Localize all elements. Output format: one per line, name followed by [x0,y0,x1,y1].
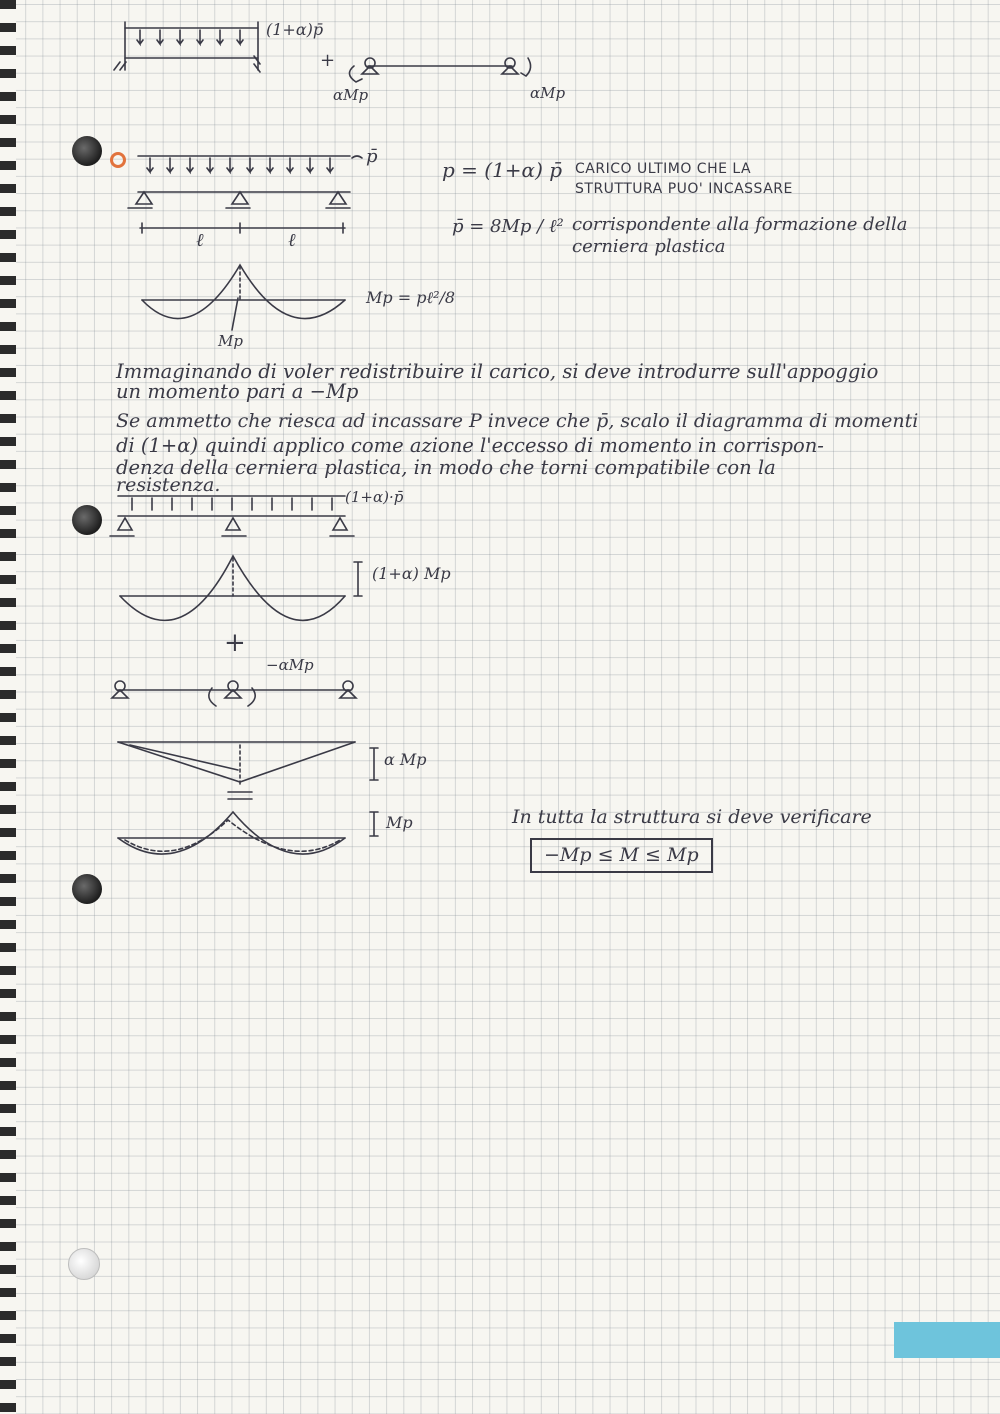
span-label-2: ℓ [288,230,296,251]
para1-line2: un momento pari a −Mp [116,380,359,403]
pbar-note-2: cerniera plastica [572,236,726,257]
para1-line1: Immaginando di voler redistribuire il carico, si deve introdurre sull'appoggio [116,360,879,383]
moment-diagram-3 [118,742,378,799]
para2-line3: denza della cerniera plastica, in modo che torni compatibile con la [116,456,776,479]
para2-line2: di (1+α) quindi applico come azione l'eccesso di momento in corrispon- [116,434,824,457]
top-simple-beam [349,58,530,82]
ultimate-load-formula: p = (1+α) p̄ [442,158,563,182]
load-label: p̄ [366,146,378,167]
mp-formula: Mp = pℓ²/8 [366,288,456,307]
verify-text: In tutta la struttura si deve verificare [512,806,872,828]
continuous-beam-loaded [128,156,362,233]
plus-sign: + [224,628,246,658]
plus-label: + [320,50,336,71]
pbar-note-1: corrispondente alla formazione della [572,214,908,235]
moment-label-left: αMp [333,86,369,104]
para2-line1: Se ammetto che riesca ad incassare P invece che p̄, scalo il diagramma di momenti [116,410,919,432]
beam-applied-moment [112,681,356,706]
top-fixed-beam [114,22,260,72]
moment-label-right: αMp [530,84,566,102]
moment-diagram-final [118,812,378,854]
moment-diagram-1 [142,265,345,330]
ultimate-load-note-2: STRUTTURA PUO' INCASSARE [575,181,793,197]
applied-moment-label: −αMp [266,656,314,674]
mp-peak-label: Mp [218,332,243,350]
ultimate-load-note-1: CARICO ULTIMO CHE LA [575,161,752,177]
moment-diagram-2 [120,556,362,620]
top-load-label: (1+α)p̄ [266,20,324,39]
pbar-formula: p̄ = 8Mp / ℓ² [452,216,564,237]
scale-mp-label: Mp [386,813,413,832]
para2-line4: resistenza. [116,474,221,496]
scale-amplified-label: (1+α) Mp [372,564,451,583]
inequality-box: −Mp ≤ M ≤ Mp [530,838,713,873]
span-label-1: ℓ [196,230,204,251]
amplified-beam [110,496,354,536]
scale-alpha-label: α Mp [384,750,427,769]
amplified-load-label: (1+α)·p̄ [345,488,404,506]
